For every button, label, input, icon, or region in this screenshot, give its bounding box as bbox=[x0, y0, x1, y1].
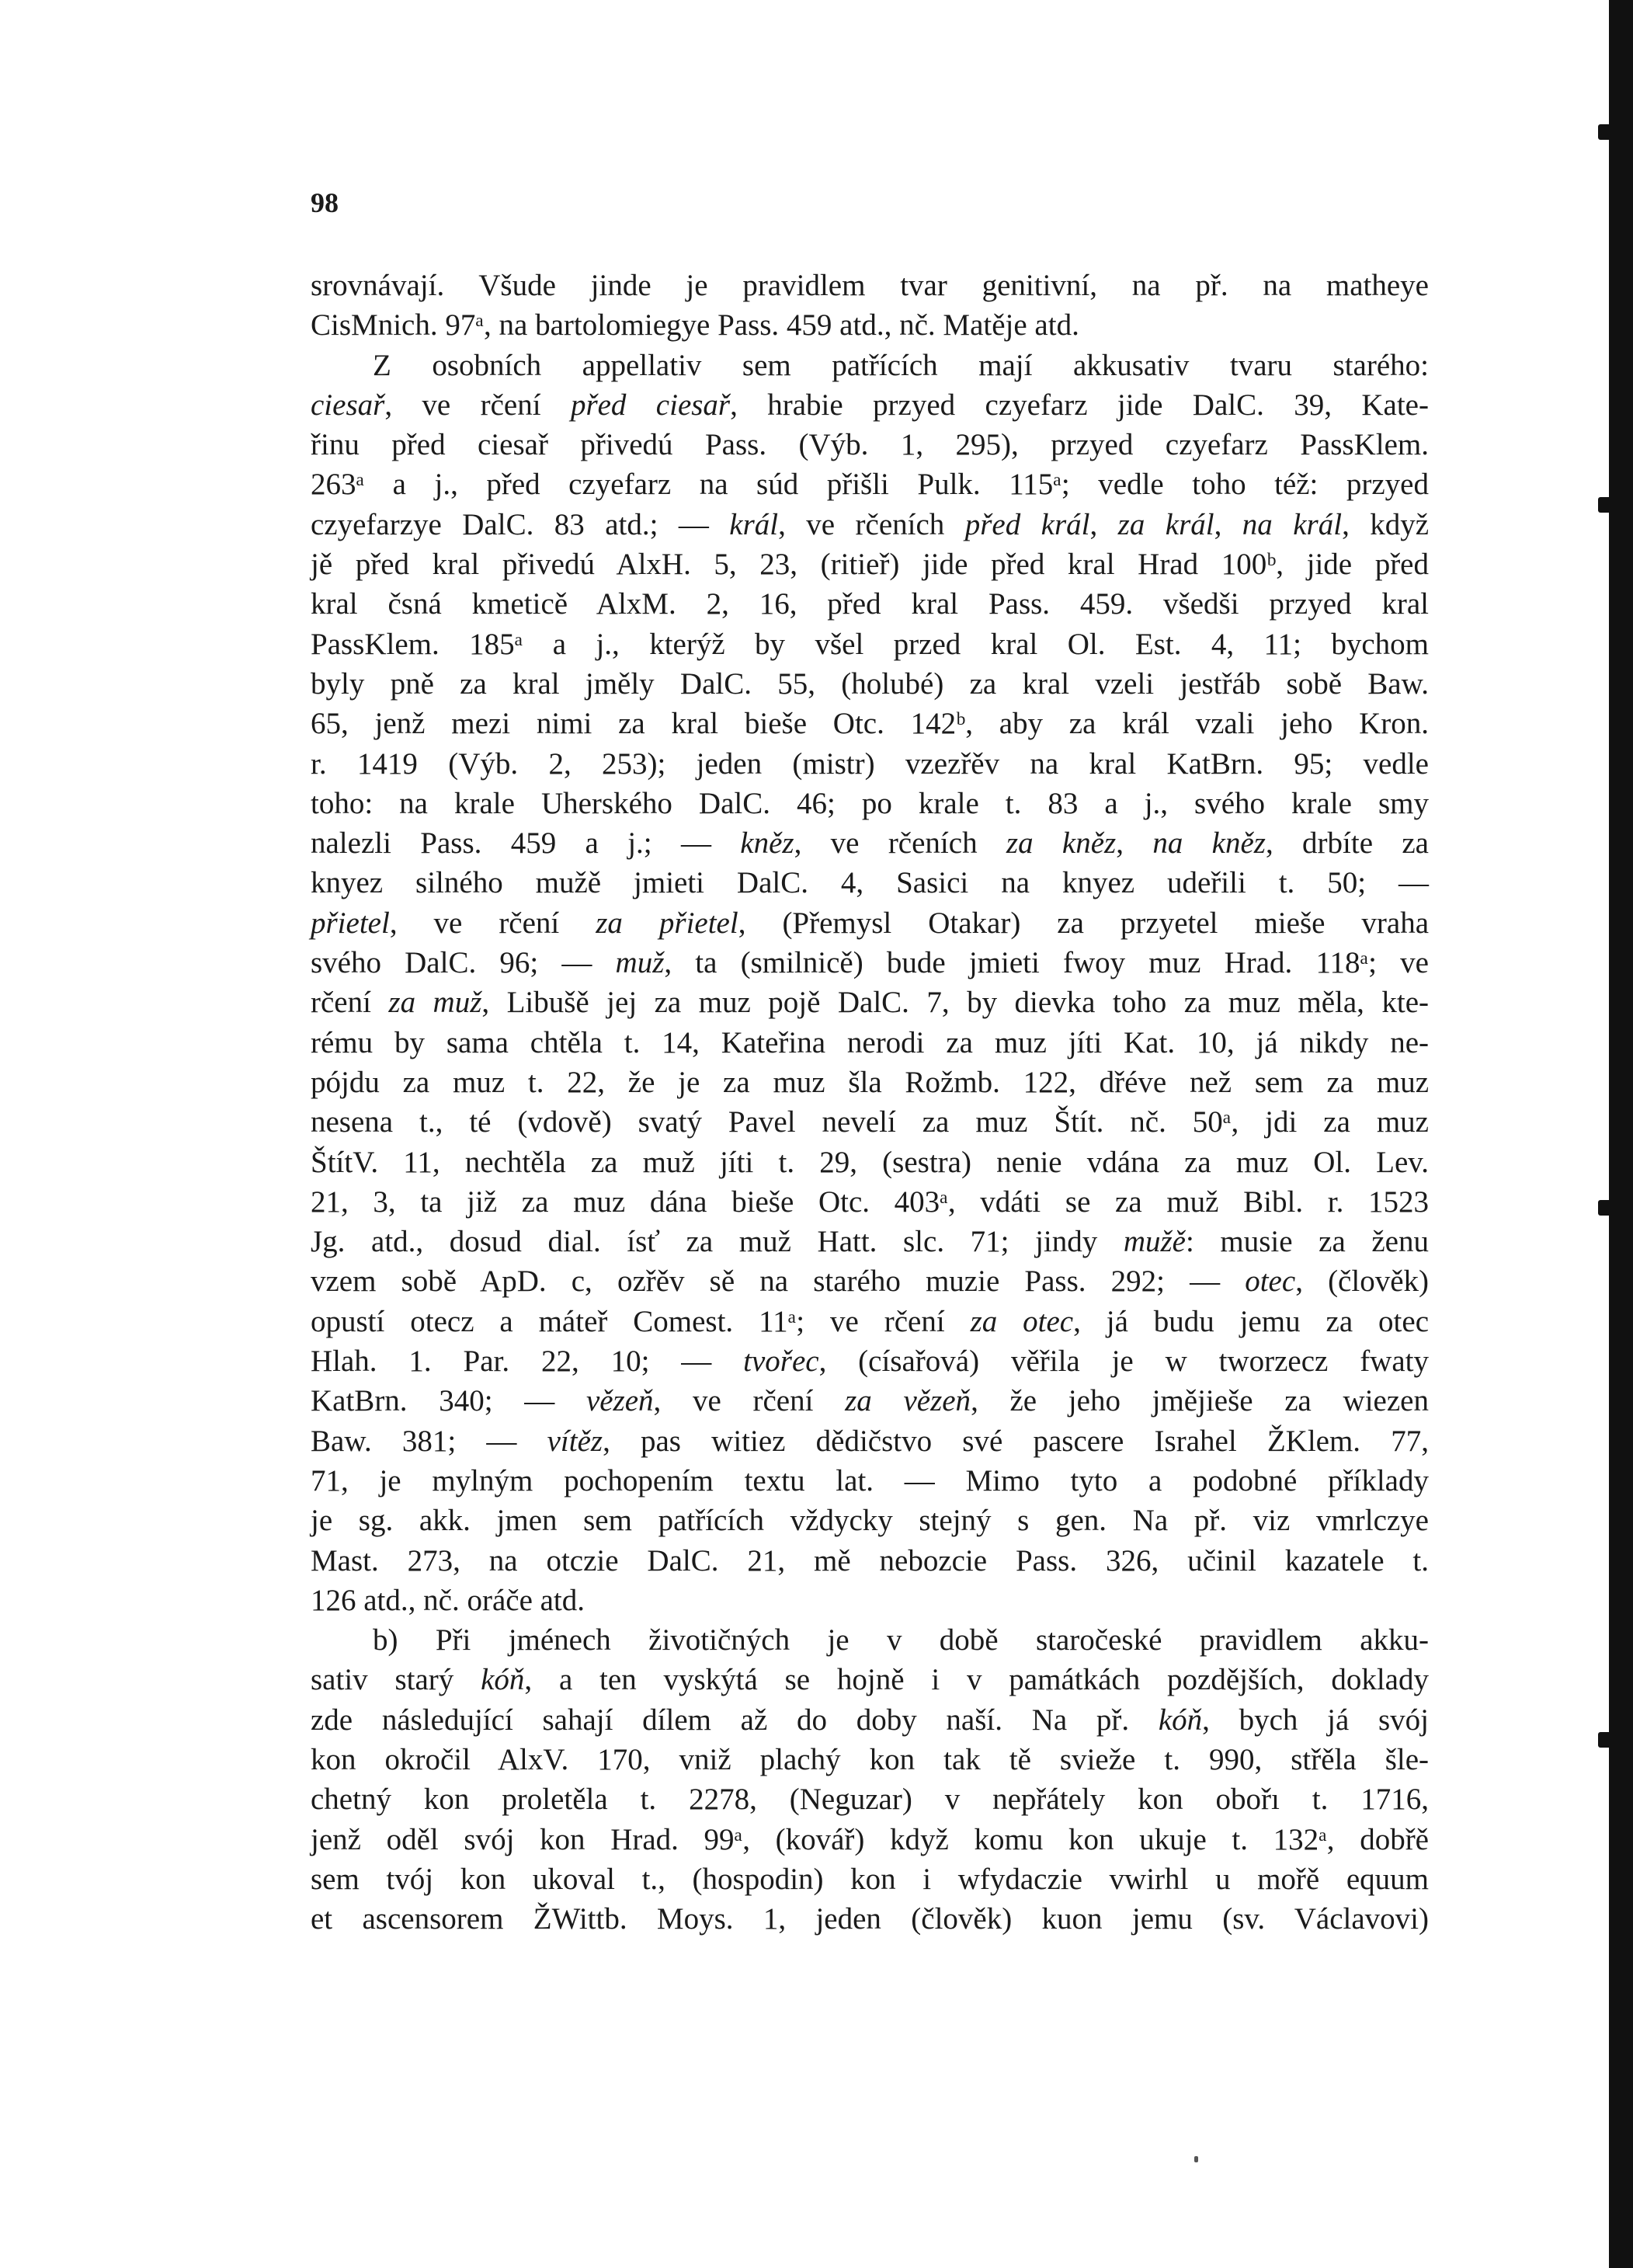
text-line: b) Při jménech životičných je v době staročeské pravidlem akku- bbox=[373, 1623, 1429, 1658]
edge-mark bbox=[1598, 497, 1609, 513]
text-line: kral čsná kmeticě AlxM. 2, 16, před kral Pass. 459. všedši przyed kral bbox=[311, 587, 1429, 621]
text-line: sativ starý kóň, a ten vyskýtá se hojně i v památkách pozdějších, doklady bbox=[311, 1663, 1429, 1697]
text-line: et ascensorem ŽWittb. Moys. 1, jeden (člověk) kuon jemu (sv. Václavovi) bbox=[311, 1902, 1429, 1936]
text-line: knyez silného mužě jmieti DalC. 4, Sasici na knyez udeřili t. 50; — bbox=[311, 866, 1429, 900]
edge-mark bbox=[1598, 1732, 1609, 1748]
text-line: 126 atd., nč. oráče atd. bbox=[311, 1583, 585, 1617]
text-line: je sg. akk. jmen sem patřících vždycky stejný s gen. Na př. viz vmrlczye bbox=[311, 1504, 1429, 1538]
text-line: sem tvój kon ukoval t., (hospodin) kon i wfydaczie vwirhl u mořě equum bbox=[311, 1862, 1429, 1896]
text-line: r. 1419 (Výb. 2, 253); jeden (mistr) vzezřěv na kral KatBrn. 95; vedle bbox=[311, 746, 1429, 781]
text-line: ŠtítV. 11, nechtěla za muž jíti t. 29, (sestra) nenie vdána za muz Ol. Lev. bbox=[311, 1145, 1429, 1179]
text-line: Baw. 381; — vítěz, pas witiez dědičstvo své pascere Israhel ŽKlem. 77, bbox=[311, 1424, 1429, 1458]
text-line: 65, jenž mezi nimi za kral bieše Otc. 142ᵇ, aby za král vzali jeho Kron. bbox=[311, 707, 1429, 741]
text-line: opustí otecz a máteř Comest. 11ᵃ; ve rčení za otec, já budu jemu za otec bbox=[311, 1304, 1429, 1338]
page-edge-shadow bbox=[1609, 0, 1633, 2268]
text-line: nalezli Pass. 459 a j.; — kněz, ve rčeních za kněz, na kněz, drbíte za bbox=[311, 826, 1429, 861]
text-line: 21, 3, ta již za muz dána bieše Otc. 403ᵃ, vdáti se za muž Bibl. r. 1523 bbox=[311, 1184, 1429, 1219]
text-line: byly pně za kral jměly DalC. 55, (holubé) za kral vzeli jestřáb sobě Baw. bbox=[311, 666, 1429, 701]
text-line: ciesař, ve rčení před ciesař, hrabie przyed czyefarz jide DalC. 39, Kate- bbox=[311, 388, 1429, 422]
text-line: chetný kon proletěla t. 2278, (Neguzar) v nepřátely kon obořı t. 1716, bbox=[311, 1783, 1429, 1817]
text-line: nesena t., té (vdově) svatý Pavel nevelí za muz Štít. nč. 50ᵃ, jdi za muz bbox=[311, 1105, 1429, 1139]
page-number: 98 bbox=[311, 187, 339, 218]
print-speck bbox=[1194, 2156, 1198, 2162]
text-line: czyefarzye DalC. 83 atd.; — král, ve rčeních před král, za král, na král, když bbox=[311, 507, 1430, 541]
text-line: vzem sobě ApD. c, ozřěv sě na starého muzie Pass. 292; — otec, (člověk) bbox=[311, 1264, 1429, 1299]
text-line: Mast. 273, na otczie DalC. 21, mě nebozcie Pass. 326, učinil kazatele t. bbox=[311, 1543, 1429, 1578]
edge-mark bbox=[1598, 124, 1609, 140]
text-line: CisMnich. 97ᵃ, na bartolomiegye Pass. 459 atd., nč. Matěje atd. bbox=[311, 308, 1079, 343]
text-line: kon okročil AlxV. 170, vniž plachý kon tak tě svieže t. 990, střěla šle- bbox=[311, 1742, 1429, 1776]
text-line: KatBrn. 340; — vězeň, ve rčení za vězeň, že jeho jmějieše za wiezen bbox=[311, 1384, 1429, 1418]
text-line: PassKlem. 185ᵃ a j., kterýž by všel przed kral Ol. Est. 4, 11; bychom bbox=[311, 627, 1429, 661]
text-line: Jg. atd., dosud dial. ísť za muž Hatt. slc. 71; jindy mužě: musie za ženu bbox=[311, 1225, 1429, 1259]
text-line: Hlah. 1. Par. 22, 10; — tvořec, (císařová) věřila je w tworzecz fwaty bbox=[311, 1344, 1429, 1379]
text-line: zde následující sahají dílem až do doby naší. Na př. kóň, bych já svój bbox=[311, 1703, 1429, 1737]
text-line: přietel, ve rčení za přietel, (Přemysl Otakar) za przyetel mieše vraha bbox=[311, 906, 1430, 940]
text-line: svého DalC. 96; — muž, ta (smilnicě) bude jmieti fwoy muz Hrad. 118ᵃ; ve bbox=[311, 946, 1429, 980]
text-line: řinu před ciesař přivedú Pass. (Výb. 1, 295), przyed czyefarz PassKlem. bbox=[311, 428, 1429, 462]
text-line: rému by sama chtěla t. 14, Kateřina nerodi za muz jíti Kat. 10, já nikdy ne- bbox=[311, 1025, 1429, 1059]
text-line: toho: na krale Uherského DalC. 46; po krale t. 83 a j., svého krale smy bbox=[311, 786, 1429, 820]
text-line: jenž oděl svój kon Hrad. 99ᵃ, (kovář) když komu kon ukuje t. 132ᵃ, dobřě bbox=[311, 1822, 1429, 1856]
text-line: jě před kral přivedú AlxH. 5, 23, (ritieř) jide před kral Hrad 100ᵇ, jide před bbox=[311, 548, 1429, 582]
text-line: 263ᵃ a j., před czyefarz na súd přišli Pulk. 115ᵃ; vedle toho též: przyed bbox=[311, 468, 1429, 502]
text-line: 71, je mylným pochopením textu lat. — Mimo tyto a podobné příklady bbox=[311, 1463, 1429, 1498]
edge-mark bbox=[1598, 1200, 1609, 1216]
text-line: rčení za muž, Libušě jej za muz pojě DalC. 7, by dievka toho za muz měla, kte- bbox=[311, 986, 1429, 1020]
text-line: srovnávají. Všude jinde je pravidlem tvar genitivní, na př. na matheye bbox=[311, 269, 1429, 302]
body-text bbox=[311, 266, 1429, 1939]
text-line: Z osobních appellativ sem patřících mají akkusativ tvaru starého: bbox=[373, 348, 1429, 382]
text-line: pójdu za muz t. 22, že je za muz šla Rožmb. 122, dřéve než sem za muz bbox=[311, 1065, 1429, 1099]
